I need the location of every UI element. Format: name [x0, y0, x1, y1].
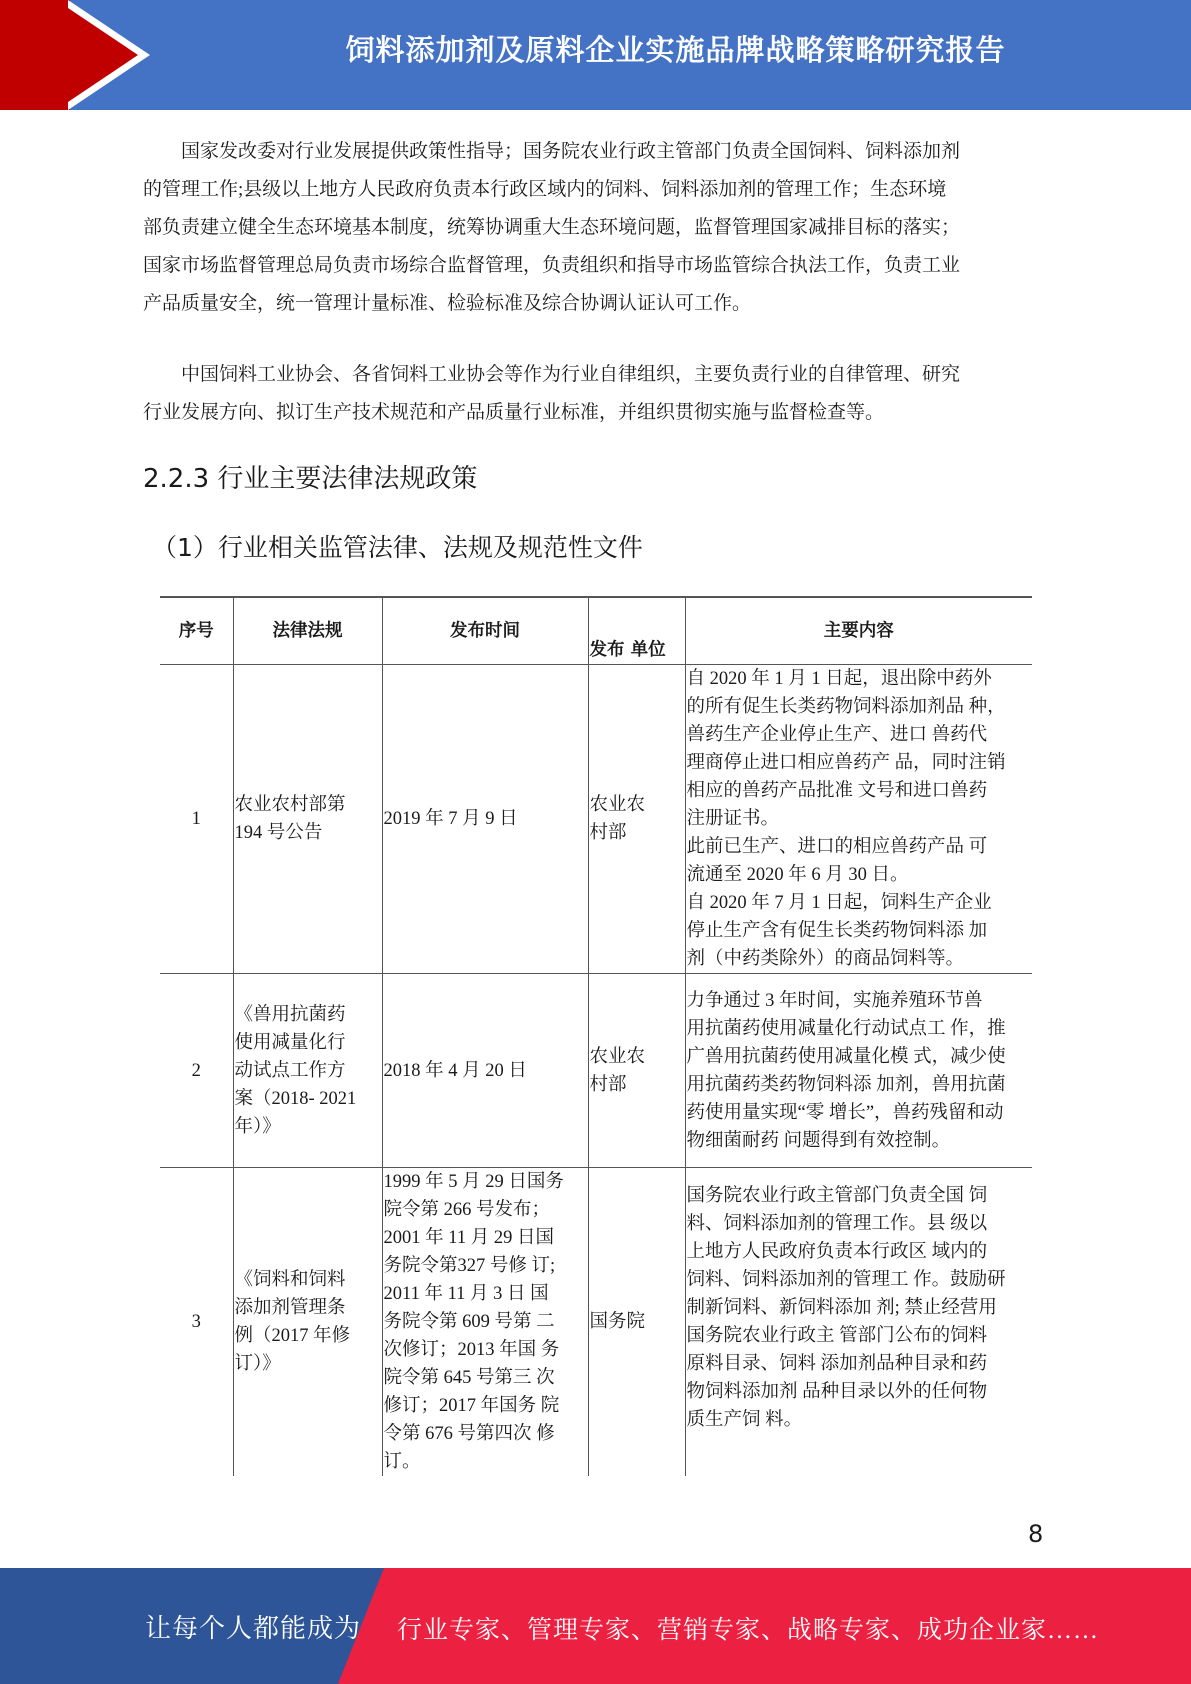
paragraph-regulators	[143, 133, 1045, 323]
paragraph-line: 产品质量安全，统一管理计量标准、检验标准及综合协调认证认可工作。	[143, 293, 752, 314]
header-red-block	[0, 0, 70, 110]
cell-line: 订。	[383, 1452, 421, 1472]
cell-line: 农业农村部第	[234, 795, 346, 815]
page-number: 8	[1028, 1520, 1044, 1548]
cell-seq: 2	[160, 974, 233, 1168]
cell-line: 农业农	[589, 1046, 646, 1067]
cell-line: 用抗菌药使用减量化行动试点工 作，推	[686, 1018, 1006, 1039]
page-header-banner	[0, 0, 1191, 110]
cell-line: 广兽用抗菌药使用减量化模 式，减少使	[686, 1046, 1006, 1067]
cell-seq: 3	[160, 1168, 233, 1477]
cell-line: 农业农	[589, 795, 646, 815]
cell-line: 上地方人民政府负责本行政区 域内的	[686, 1242, 988, 1262]
cell-line: 原料目录、饲料 添加剂品种目录和药	[686, 1354, 988, 1374]
cell-line: 动试点工作方	[234, 1060, 346, 1081]
footer-slogan-left: 让每个人都能成为	[145, 1614, 362, 1643]
header-unit: 发布 单位	[588, 597, 685, 665]
cell-line: 饲料、饲料添加剂的管理工 作。鼓励研	[686, 1270, 1006, 1290]
cell-line: 添加剂管理条	[234, 1298, 346, 1318]
section-heading: 2.2.3 行业主要法律法规政策	[143, 464, 478, 494]
table-row	[160, 1168, 1032, 1477]
cell-line: 2001 年 11 月 29 日国	[383, 1228, 554, 1248]
cell-seq: 1	[160, 665, 233, 974]
cell-line: 务院令第 609 号第 二	[383, 1312, 555, 1332]
cell-line: 令第 676 号第四次 修	[383, 1424, 555, 1444]
paragraph-line: 国家发改委对行业发展提供政策性指导；国务院农业行政主管部门负责全国饲料、饲料添加剂	[181, 141, 961, 162]
paragraph-associations	[143, 356, 1045, 432]
cell-unit	[588, 974, 685, 1168]
cell-line: 流通至 2020 年 6 月 30 日。	[686, 865, 909, 885]
cell-line: 国务院农业行政主 管部门公布的饲料	[686, 1326, 988, 1346]
paragraph-line: 部负责建立健全生态环境基本制度，统筹协调重大生态环境问题，监督管理国家减排目标的落实；	[143, 217, 961, 238]
cell-line: 《饲料和饲料	[234, 1270, 346, 1290]
table-header-row	[160, 597, 1032, 665]
cell-line: 村部	[589, 823, 627, 843]
cell-line: 药使用量实现“零 增长”，兽药残留和动	[686, 1102, 1004, 1123]
cell-line: 剂（中药类除外）的商品饲料等。	[686, 949, 965, 969]
paragraph-line: 行业发展方向、拟订生产技术规范和产品质量行业标准，并组织贯彻实施与监督检查等。	[143, 402, 885, 423]
cell-line: 料、饲料添加剂的管理工作。县 级以	[686, 1214, 988, 1234]
cell-unit	[588, 1168, 685, 1477]
cell-line: 次修订；2013 年国 务	[383, 1340, 560, 1360]
cell-line: 自 2020 年 7 月 1 日起，饲料生产企业	[686, 893, 992, 913]
regulations-table	[160, 596, 1032, 1476]
cell-line: 务院令第327 号修 订;	[383, 1256, 556, 1276]
cell-line: 停止生产含有促生长类药物饲料添 加	[686, 921, 988, 941]
cell-content	[685, 1168, 1032, 1477]
cell-line: 国务院	[589, 1312, 646, 1332]
footer-slogan-right: 行业专家、管理专家、营销专家、战略专家、成功企业家……	[397, 1617, 1100, 1644]
cell-line: 国务院农业行政主管部门负责全国 饲	[686, 1186, 988, 1206]
cell-line: 注册证书。	[686, 809, 780, 829]
cell-line: 2011 年 11 月 3 日 国	[383, 1284, 549, 1304]
report-title: 饲料添加剂及原料企业实施品牌战略策略研究报告	[345, 33, 1006, 67]
cell-line: 的所有促生长类药物饲料添加剂品 种，	[686, 697, 1006, 717]
header-seq: 序号	[160, 597, 233, 665]
cell-line: 自 2020 年 1 月 1 日起，退出除中药外	[686, 669, 992, 689]
cell-line: 相应的兽药产品批准 文号和进口兽药	[686, 781, 988, 801]
paragraph-line: 的管理工作;县级以上地方人民政府负责本行政区域内的饲料、饲料添加剂的管理工作；生态环境	[143, 179, 947, 200]
cell-line: 制新饲料、新饲料添加 剂; 禁止经营用	[686, 1298, 997, 1318]
cell-line: 院令第 645 号第三 次	[383, 1368, 555, 1388]
cell-date	[382, 1168, 588, 1477]
cell-line: 2019 年 7 月 9 日	[383, 809, 518, 829]
cell-law	[233, 1168, 382, 1477]
cell-line: 院令第 266 号发布；	[383, 1200, 551, 1220]
paragraph-line: 中国饲料工业协会、各省饲料工业协会等作为行业自律组织，主要负责行业的自律管理、研究	[181, 364, 961, 385]
sub-heading: （1）行业相关监管法律、法规及规范性文件	[152, 533, 643, 562]
cell-date	[382, 665, 588, 974]
cell-unit	[588, 665, 685, 974]
cell-content	[685, 974, 1032, 1168]
cell-line: 修订；2017 年国务 院	[383, 1396, 560, 1416]
header-law: 法律法规	[233, 597, 382, 665]
cell-line: 1999 年 5 月 29 日国务	[383, 1172, 564, 1192]
cell-line: 《兽用抗菌药	[234, 1004, 346, 1025]
cell-line: 此前已生产、进口的相应兽药产品 可	[686, 837, 988, 857]
cell-line: 例（2017 年修	[234, 1326, 351, 1346]
cell-line: 力争通过 3 年时间，实施养殖环节兽	[686, 990, 983, 1011]
page-footer-banner	[0, 1568, 1191, 1684]
paragraph-line: 国家市场监督管理总局负责市场综合监督管理，负责组织和指导市场监管综合执法工作，负责工业	[143, 255, 961, 276]
cell-line: 194 号公告	[234, 823, 323, 843]
cell-line: 村部	[589, 1074, 627, 1095]
cell-line: 物细菌耐药 问题得到有效控制。	[686, 1130, 951, 1151]
cell-line: 2018 年 4 月 20 日	[383, 1060, 527, 1081]
cell-line: 理商停止进口相应兽药产 品，同时注销	[686, 753, 1006, 773]
cell-line: 案（2018- 2021	[234, 1088, 357, 1109]
header-chevron-inner	[68, 8, 138, 102]
cell-line: 物饲料添加剂 品种目录以外的任何物	[686, 1382, 988, 1402]
header-content: 主要内容	[685, 597, 1032, 665]
header-date: 发布时间	[382, 597, 588, 665]
cell-line: 年）》	[234, 1116, 281, 1137]
cell-law	[233, 974, 382, 1168]
cell-line: 订）》	[234, 1354, 281, 1374]
table-row	[160, 665, 1032, 974]
cell-law	[233, 665, 382, 974]
table-row	[160, 974, 1032, 1168]
cell-line: 质生产饲 料。	[686, 1410, 803, 1430]
cell-date	[382, 974, 588, 1168]
cell-content	[685, 665, 1032, 974]
cell-line: 用抗菌药类药物饲料添 加剂，兽用抗菌	[686, 1074, 1006, 1095]
cell-line: 兽药生产企业停止生产、进口 兽药代	[686, 725, 988, 745]
cell-line: 使用减量化行	[234, 1032, 346, 1053]
